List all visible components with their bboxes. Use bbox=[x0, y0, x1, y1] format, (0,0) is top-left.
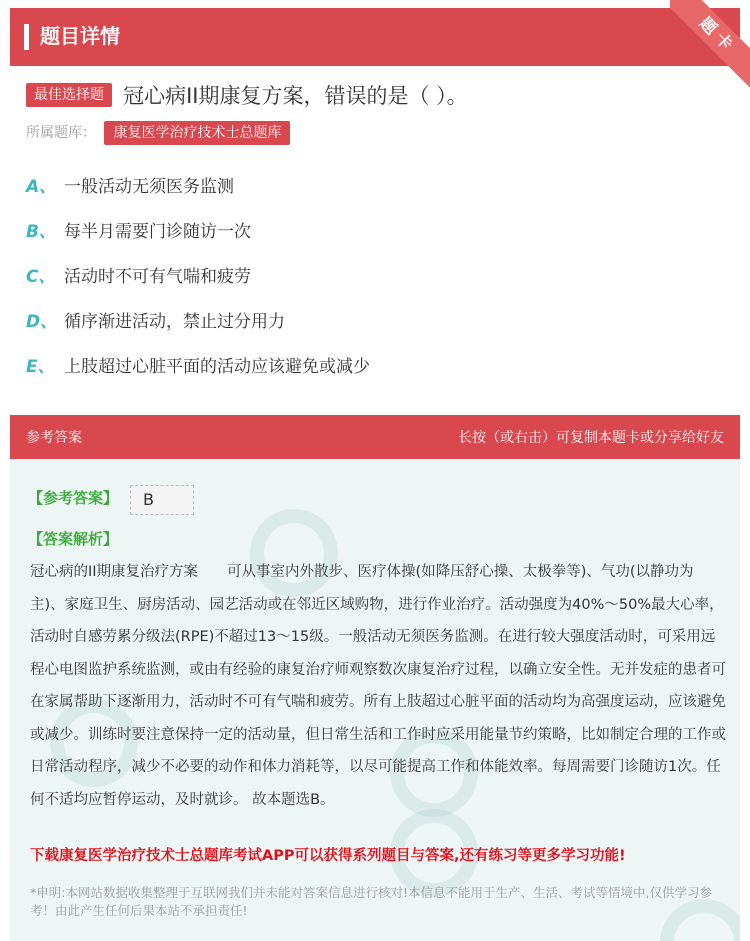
option-letter: E、 bbox=[26, 357, 55, 377]
answer-section-title: 参考答案 bbox=[26, 430, 82, 446]
page-header bbox=[10, 8, 740, 66]
page-title: 题目详情 bbox=[40, 24, 120, 48]
question-bank-row bbox=[26, 121, 290, 145]
corner-ribbon: 题卡 bbox=[670, 0, 750, 88]
download-app-promo[interactable]: 下载康复医学治疗技术士总题库考试APP可以获得系列题目与答案,还有练习等更多学习功能! bbox=[30, 848, 626, 864]
question-type-badge: 最佳选择题 bbox=[26, 83, 112, 107]
option-b[interactable] bbox=[26, 217, 251, 247]
answer-label: 【参考答案】 bbox=[28, 489, 119, 507]
question-row bbox=[26, 80, 726, 112]
answer-header-bar bbox=[10, 415, 740, 459]
answer-body bbox=[10, 459, 740, 941]
option-text: 循序渐进活动，禁止过分用力 bbox=[64, 312, 285, 332]
option-letter: B、 bbox=[26, 222, 56, 242]
option-letter: A、 bbox=[26, 177, 57, 197]
answer-value: B bbox=[130, 485, 194, 515]
disclaimer-text: *申明:本网站数据收集整理于互联网我们并未能对答案信息进行核对!本信息不能用于生产、生活、考试等情境中,仅供学习参考！由此产生任何后果本站不承担责任! bbox=[30, 885, 712, 918]
option-text: 上肢超过心脏平面的活动应该避免或减少 bbox=[64, 357, 370, 377]
option-text: 每半月需要门诊随访一次 bbox=[64, 222, 251, 242]
copy-share-hint[interactable]: 长按（或右击）可复制本题卡或分享给好友 bbox=[458, 430, 724, 446]
bank-label: 所属题库： bbox=[26, 125, 96, 141]
header-accent-bar bbox=[24, 24, 29, 50]
option-e[interactable] bbox=[26, 352, 370, 382]
analysis-label: 【答案解析】 bbox=[28, 530, 119, 548]
option-text: 活动时不可有气喘和疲劳 bbox=[64, 267, 251, 287]
option-a[interactable] bbox=[26, 172, 234, 202]
question-text: 冠心病II期康复方案，错误的是（ ）。 bbox=[123, 84, 468, 108]
corner-ribbon-wrap bbox=[670, 0, 750, 90]
option-letter: C、 bbox=[26, 267, 56, 287]
option-d[interactable] bbox=[26, 307, 285, 337]
bank-link[interactable]: 康复医学治疗技术士总题库 bbox=[104, 121, 290, 145]
option-c[interactable] bbox=[26, 262, 251, 292]
option-text: 一般活动无须医务监测 bbox=[64, 177, 234, 197]
analysis-text: 冠心病的II期康复治疗方案 可从事室内外散步、医疗体操(如降压舒心操、太极拳等)、气功(以静功为主)、家庭卫生、厨房活动、园艺活动或在邻近区域购物，进行作业治疗。活动强度为40%～50%最大心率，活动时自感劳累分级法(RPE)不超过13～15级。一般活动无须医务监测。在进行较大强度活动时，可采用远程心电图监护系统监测，或由有经验的康复治疗师观察数次康复治疗过程，以确立安全性。无并发症的患者可在家属帮助下逐渐用力，活动时不可有气喘和疲劳。所有上肢超过心脏平面的活动均为高强度运动，应该避免或减少。训练时要注意保持一定的活动量，但日常生活和工作时应采用能量节约策略，比如制定合理的工作或日常活动程序，减少不必要的动作和体力消耗等，以尽可能提高工作和体能效率。每周需要门诊随访1次。任何不适均应暂停运动，及时就诊。 故本题选B。 bbox=[30, 564, 726, 808]
option-letter: D、 bbox=[26, 312, 58, 332]
